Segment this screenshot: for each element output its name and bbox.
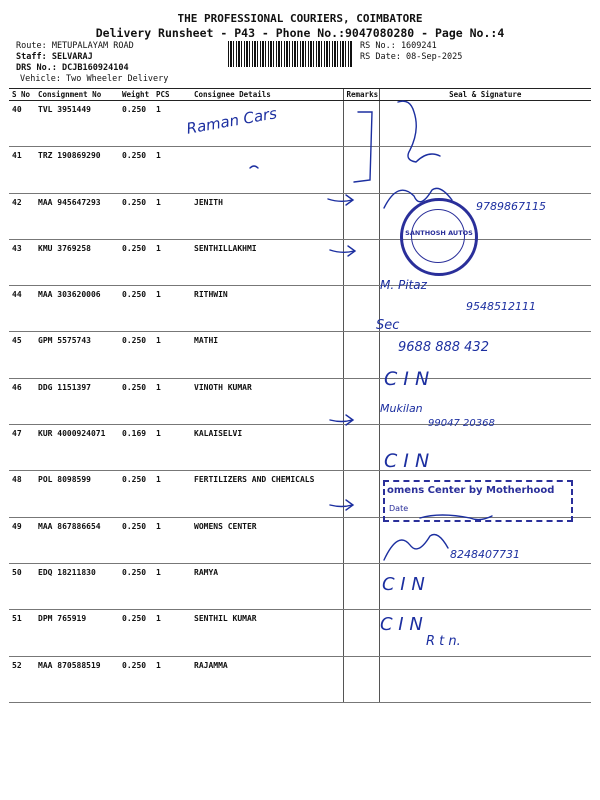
consignment-no: DDG 1151397 bbox=[35, 378, 119, 424]
hw-row-45-phone: 9688 888 432 bbox=[398, 340, 489, 355]
consignee: SENTHIL KUMAR bbox=[191, 610, 343, 656]
weight: 0.169 bbox=[119, 425, 153, 471]
sno: 45 bbox=[9, 332, 35, 378]
col-signature: Seal & Signature bbox=[379, 89, 591, 101]
hw-row-47-phone: 99047 20368 bbox=[428, 418, 495, 429]
weight: 0.250 bbox=[119, 332, 153, 378]
consignee: RAMYA bbox=[191, 563, 343, 609]
sno: 52 bbox=[9, 656, 35, 702]
company-title: THE PROFESSIONAL COURIERS, COIMBATORE bbox=[177, 12, 423, 25]
arrow-row-47 bbox=[330, 415, 353, 425]
col-consignee: Consignee Details bbox=[191, 89, 343, 101]
pcs: 1 bbox=[153, 101, 191, 147]
runsheet-subtitle: Delivery Runsheet - P43 - Phone No.:9047080280 - Page No.:4 bbox=[95, 26, 505, 40]
arrow-row-43 bbox=[330, 246, 355, 256]
consignee: KALAISELVI bbox=[191, 425, 343, 471]
consignment-no: KMU 3769258 bbox=[35, 239, 119, 285]
weight: 0.250 bbox=[119, 101, 153, 147]
consignment-no: TVL 3951449 bbox=[35, 101, 119, 147]
consignee: VINOTH KUMAR bbox=[191, 378, 343, 424]
pcs: 1 bbox=[153, 286, 191, 332]
hw-row-40: Raman Cars bbox=[185, 104, 279, 138]
consignee: RAJAMMA bbox=[191, 656, 343, 702]
weight: 0.250 bbox=[119, 378, 153, 424]
consignment-no: MAA 303620006 bbox=[35, 286, 119, 332]
consignment-no: KUR 4000924071 bbox=[35, 425, 119, 471]
consignee: RITHWIN bbox=[191, 286, 343, 332]
santhosh-stamp-text: SANTHOSH AUTOS bbox=[405, 229, 473, 237]
weight: 0.250 bbox=[119, 517, 153, 563]
womens-center-stamp-text: omens Center by Motherhood bbox=[387, 485, 555, 496]
weight: 0.250 bbox=[119, 286, 153, 332]
arrow-row-42 bbox=[328, 195, 353, 205]
pcs: 1 bbox=[153, 378, 191, 424]
consignee: FERTILIZERS AND CHEMICALS bbox=[191, 471, 343, 517]
weight: 0.250 bbox=[119, 147, 153, 193]
hw-row-45-name: Sec bbox=[376, 318, 400, 333]
rs-number: RS No.: 1609241 bbox=[360, 41, 437, 51]
bracket-mark bbox=[354, 112, 372, 182]
consignment-no: POL 8098599 bbox=[35, 471, 119, 517]
santhosh-stamp bbox=[400, 198, 478, 276]
sno: 46 bbox=[9, 378, 35, 424]
staff-label: Staff: SELVARAJ bbox=[16, 52, 93, 62]
col-pcs: PCS bbox=[153, 89, 191, 101]
sno: 50 bbox=[9, 563, 35, 609]
sno: 49 bbox=[9, 517, 35, 563]
sno: 41 bbox=[9, 147, 35, 193]
pcs: 1 bbox=[153, 610, 191, 656]
arrow-row-49 bbox=[330, 500, 353, 510]
consignment-no: MAA 867886654 bbox=[35, 517, 119, 563]
col-consignment: Consignment No bbox=[35, 89, 119, 101]
hw-row-48: C I N bbox=[384, 450, 430, 472]
route-label: Route: METUPALAYAM ROAD bbox=[16, 41, 134, 51]
vehicle-label: Vehicle: Two Wheeler Delivery bbox=[20, 74, 169, 84]
weight: 0.250 bbox=[119, 610, 153, 656]
hw-row-51: C I N bbox=[382, 574, 425, 595]
col-sno: S No bbox=[9, 89, 35, 101]
hw-row-52a: C I N bbox=[380, 614, 423, 635]
weight: 0.250 bbox=[119, 239, 153, 285]
consignment-no: MAA 870588519 bbox=[35, 656, 119, 702]
hw-row-47-name: Mukilan bbox=[380, 402, 423, 415]
sno: 40 bbox=[9, 101, 35, 147]
hw-row-44-name: M. Pitaz bbox=[380, 278, 427, 292]
sno: 51 bbox=[9, 610, 35, 656]
hw-row-52b: R t n. bbox=[426, 634, 461, 649]
pcs: 1 bbox=[153, 471, 191, 517]
weight: 0.250 bbox=[119, 193, 153, 239]
womens-center-stamp-date: Date bbox=[389, 504, 409, 513]
consignment-no: MAA 945647293 bbox=[35, 193, 119, 239]
pcs: 1 bbox=[153, 239, 191, 285]
consignment-no: DPM 765919 bbox=[35, 610, 119, 656]
tick-row-41 bbox=[250, 166, 258, 168]
sno: 44 bbox=[9, 286, 35, 332]
consignment-no: TRZ 190869290 bbox=[35, 147, 119, 193]
consignee: SENTHILLAKHMI bbox=[191, 239, 343, 285]
col-weight: Weight bbox=[119, 89, 153, 101]
sno: 47 bbox=[9, 425, 35, 471]
consignee: MATHI bbox=[191, 332, 343, 378]
pcs: 1 bbox=[153, 656, 191, 702]
weight: 0.250 bbox=[119, 471, 153, 517]
consignment-no: EDQ 18211830 bbox=[35, 563, 119, 609]
sno: 48 bbox=[9, 471, 35, 517]
sno: 43 bbox=[9, 239, 35, 285]
col-remarks: Remarks bbox=[343, 89, 379, 101]
drs-number: DRS No.: DCJB160924104 bbox=[16, 63, 129, 73]
weight: 0.250 bbox=[119, 563, 153, 609]
signature-row-50 bbox=[384, 535, 448, 561]
consignee: WOMENS CENTER bbox=[191, 517, 343, 563]
pcs: 1 bbox=[153, 517, 191, 563]
womens-center-stamp bbox=[383, 480, 573, 522]
hw-row-50-phone: 8248407731 bbox=[450, 548, 520, 561]
hw-row-46: C I N bbox=[384, 368, 430, 390]
pcs: 1 bbox=[153, 147, 191, 193]
consignment-no: GPM 5575743 bbox=[35, 332, 119, 378]
rs-date: RS Date: 08-Sep-2025 bbox=[360, 52, 463, 62]
pcs: 1 bbox=[153, 332, 191, 378]
hw-row-44-phone: 9548512111 bbox=[466, 300, 536, 313]
consignee: JENITH bbox=[191, 193, 343, 239]
pcs: 1 bbox=[153, 563, 191, 609]
weight: 0.250 bbox=[119, 656, 153, 702]
hw-row-42-phone: 9789867115 bbox=[476, 200, 546, 213]
pcs: 1 bbox=[153, 193, 191, 239]
pcs: 1 bbox=[153, 425, 191, 471]
signature-row-40 bbox=[398, 101, 440, 162]
sno: 42 bbox=[9, 193, 35, 239]
